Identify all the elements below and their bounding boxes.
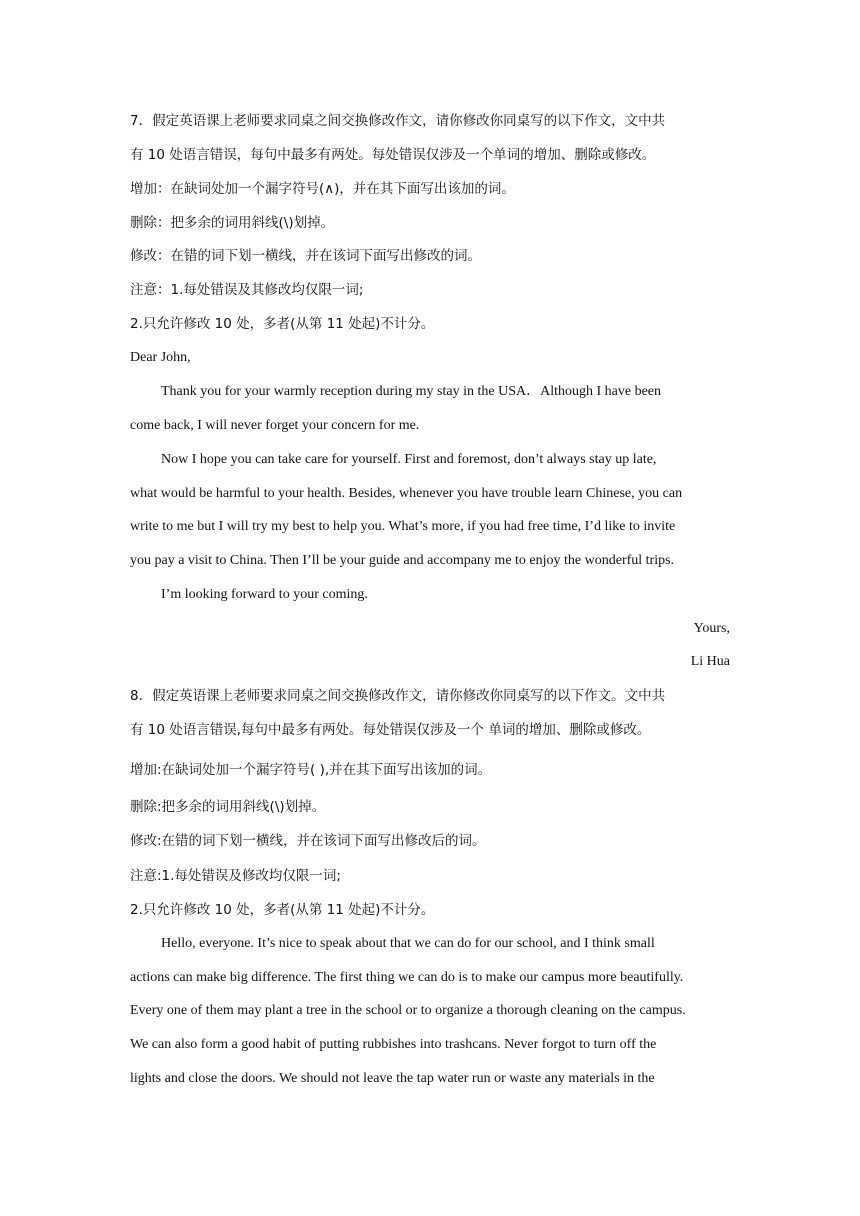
q7-paragraph-2-line-1: Now I hope you can take care for yourself. First and foremost, don’t always stay up late, [161,452,657,467]
q7-paragraph-2-line-2: what would be harmful to your health. Besides, whenever you have trouble learn Chinese, you can [130,486,683,501]
q8-modify-rule: 修改:在错的词下划一横线，并在该词下面写出修改后的词。 [130,833,486,849]
q8-intro-line-1: 8．假定英语课上老师要求同桌之间交换修改作文，请你修改你同桌写的以下作文。文中共 [130,688,666,704]
q7-delete-rule: 删除：把多余的词用斜线(\)划掉。 [130,215,335,231]
q8-note-1: 注意:1.每处错误及修改均仅限一词; [130,868,341,884]
q7-paragraph-3-line-1: I’m looking forward to your coming. [161,587,368,602]
q8-paragraph-line-2: actions can make big difference. The first thing we can do is to make our campus more beautifully. [130,970,684,985]
q8-intro-line-2: 有 10 处语言错误,每句中最多有两处。每处错误仅涉及一个 单词的增加、删除或修改。 [130,722,651,738]
q7-intro-line-1: 7．假定英语课上老师要求同桌之间交换修改作文，请你修改你同桌写的以下作文，文中共 [130,113,666,129]
q8-paragraph-line-5: lights and close the doors. We should not leave the tap water run or waste any materials in the [130,1071,655,1086]
q8-delete-rule: 删除:把多余的词用斜线(\)划掉。 [130,799,326,815]
q7-paragraph-1-line-2: come back, I will never forget your concern for me. [130,418,420,433]
q7-note-1: 注意：1.每处错误及其修改均仅限一词; [130,282,364,298]
q7-paragraph-1-line-1: Thank you for your warmly reception during my stay in the USA．Although I have been [161,384,662,399]
q7-modify-rule: 修改：在错的词下划一横线，并在该词下面写出修改的词。 [130,248,481,264]
q8-add-rule: 增加:在缺词处加一个漏字符号( ),并在其下面写出该加的词。 [130,762,492,778]
q8-paragraph-line-3: Every one of them may plant a tree in the school or to organize a thorough cleaning on the campus. [130,1003,686,1018]
q8-note-2: 2.只允许修改 10 处，多者(从第 11 处起)不计分。 [130,902,435,918]
q8-paragraph-line-1: Hello, everyone. It’s nice to speak about that we can do for our school, and I think small [161,936,655,951]
q7-add-rule: 增加：在缺词处加一个漏字符号(∧)，并在其下面写出该加的词。 [130,181,515,197]
q7-note-2: 2.只允许修改 10 处，多者(从第 11 处起)不计分。 [130,316,435,332]
q8-paragraph-line-4: We can also form a good habit of putting rubbishes into trashcans. Never forgot to turn off the [130,1037,657,1052]
q7-paragraph-2-line-4: you pay a visit to China. Then I’ll be your guide and accompany me to enjoy the wonderful trips. [130,553,675,568]
q7-intro-line-2: 有 10 处语言错误，每句中最多有两处。每处错误仅涉及一个单词的增加、删除或修改。 [130,147,656,163]
q7-paragraph-2-line-3: write to me but I will try my best to help you. What’s more, if you had free time, I’d like to invite [130,519,676,534]
q7-signature: Li Hua [690,654,730,669]
q7-closing: Yours, [693,621,730,636]
q7-salutation: Dear John, [130,350,191,365]
